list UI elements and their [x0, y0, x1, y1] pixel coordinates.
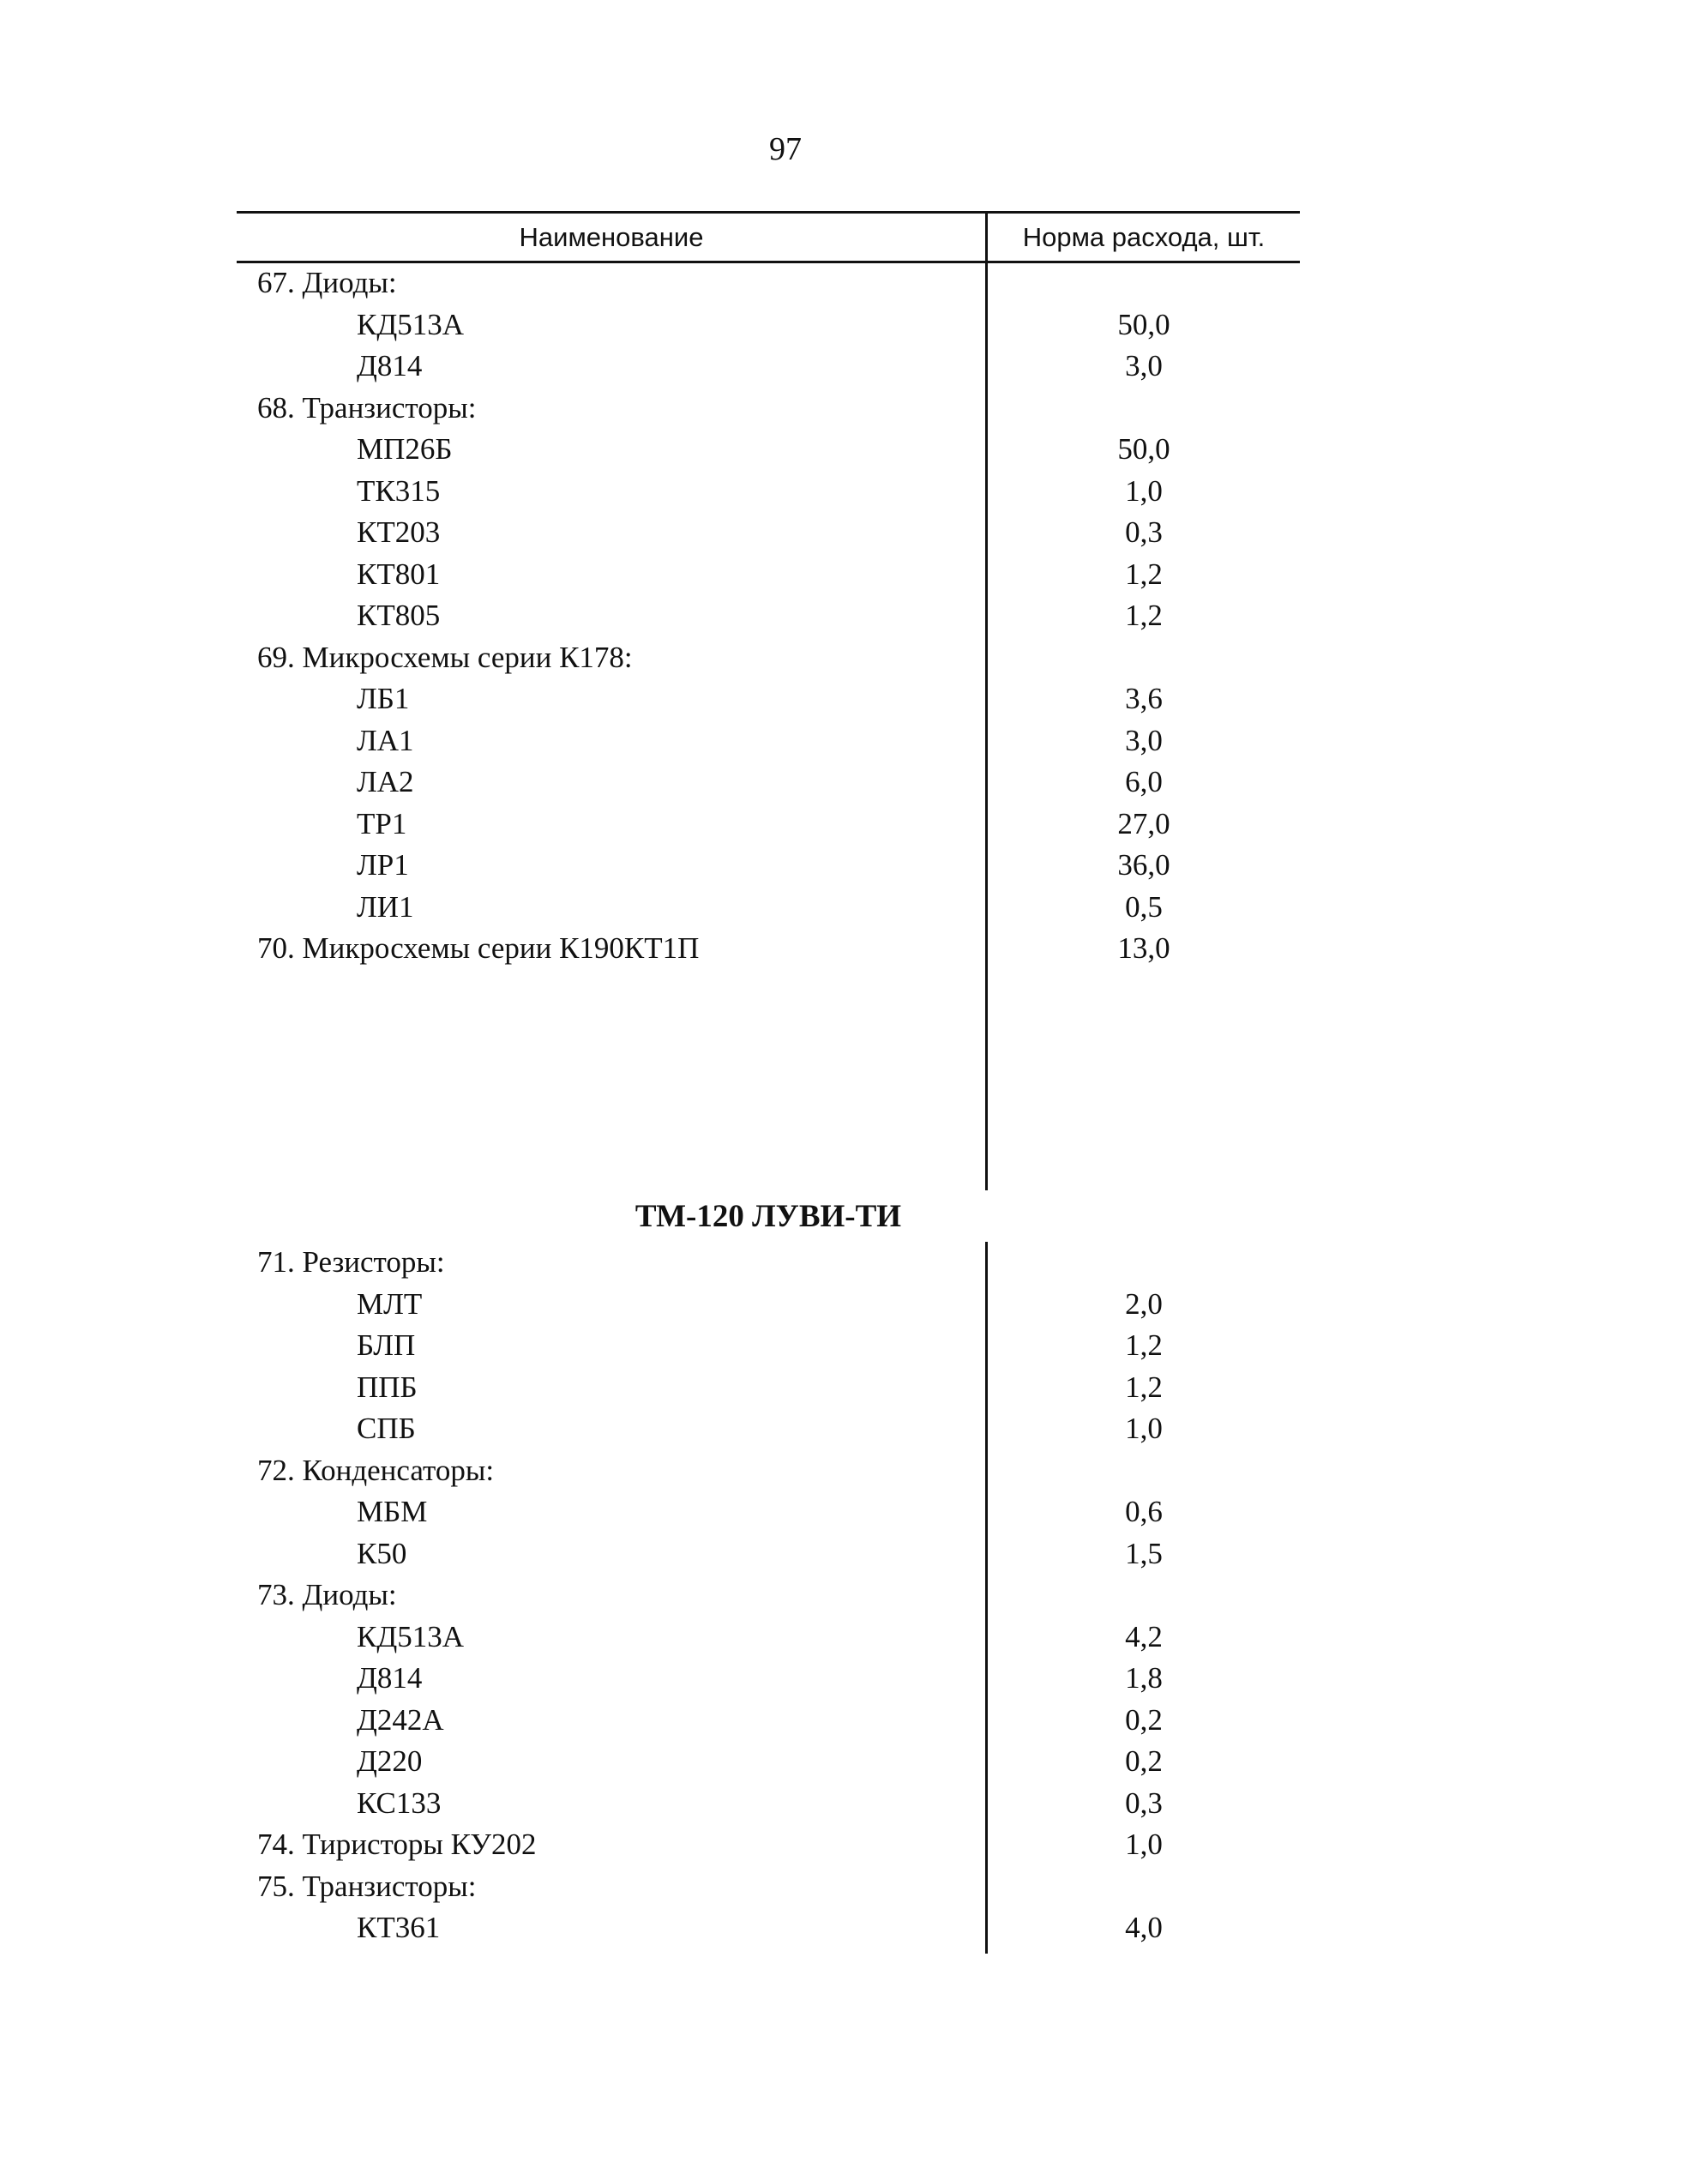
- norm-value: 0,3: [1125, 515, 1163, 549]
- table-row: [237, 1242, 1300, 1284]
- item-name: МБМ: [357, 1495, 428, 1528]
- norm-value: 13,0: [1117, 931, 1170, 965]
- norm-value: 3,0: [1125, 723, 1163, 757]
- table-row: [237, 262, 1300, 304]
- table-row: [237, 1533, 1300, 1575]
- norm-value: 1,2: [1125, 599, 1163, 632]
- item-name: ТК315: [357, 473, 441, 508]
- item-name: ЛР1: [357, 848, 409, 882]
- table-row: [237, 554, 1300, 596]
- norm-value: 1,2: [1125, 1370, 1163, 1404]
- norm-value: 0,5: [1125, 889, 1163, 924]
- item-name: ЛА1: [357, 723, 414, 757]
- table-row: [237, 471, 1300, 513]
- item-name: МЛТ: [357, 1286, 423, 1321]
- item-name: КС133: [357, 1786, 442, 1820]
- item-name: КД513А: [357, 307, 464, 341]
- table-row: [237, 1658, 1300, 1700]
- table-row: [237, 1783, 1300, 1825]
- table-row: [237, 595, 1300, 637]
- section-title: ТМ-120 ЛУВИ-ТИ: [634, 1199, 902, 1234]
- norm-value: 1,0: [1125, 1828, 1163, 1861]
- norm-value: 50,0: [1117, 307, 1170, 341]
- norm-value: 3,6: [1125, 682, 1163, 715]
- norm-value: 4,2: [1125, 1619, 1163, 1653]
- table-row: [237, 804, 1300, 846]
- table-row: [237, 1325, 1300, 1367]
- table-row: [237, 1824, 1300, 1866]
- table-row: [237, 1741, 1300, 1783]
- group-heading: 71. Резисторы:: [257, 1245, 445, 1279]
- table-row: [237, 762, 1300, 804]
- norm-value: 50,0: [1117, 432, 1170, 466]
- item-name: К50: [357, 1536, 407, 1570]
- page-number: 97: [769, 131, 802, 167]
- norm-value: 0,2: [1125, 1744, 1163, 1778]
- header-column-divider: [985, 211, 988, 261]
- norm-value: 1,0: [1125, 473, 1163, 508]
- norm-value: 1,0: [1125, 1412, 1163, 1445]
- norm-value: 0,2: [1125, 1702, 1163, 1737]
- item-name: Д814: [357, 349, 423, 382]
- table-header-row: [237, 214, 1300, 261]
- group-heading: 68. Транзисторы:: [257, 390, 477, 425]
- table-row: [237, 1907, 1300, 1949]
- norm-value: 1,8: [1125, 1661, 1163, 1695]
- table-row: [237, 637, 1300, 679]
- item-name: КТ361: [357, 1911, 441, 1944]
- table-row: [237, 1408, 1300, 1450]
- norm-value: 2,0: [1125, 1286, 1163, 1321]
- item-name: ТР1: [357, 806, 407, 840]
- item-name: ЛБ1: [357, 682, 410, 715]
- group-heading: 72. Конденсаторы:: [257, 1453, 495, 1487]
- table-rows-block1: [237, 262, 1300, 970]
- group-heading: 69. Микросхемы серии К178:: [257, 640, 633, 674]
- norm-value: 0,6: [1125, 1495, 1163, 1528]
- norm-value: 1,5: [1125, 1536, 1163, 1570]
- item-name: КТ801: [357, 557, 441, 591]
- item-name: КТ805: [357, 599, 441, 632]
- norm-value: 0,3: [1125, 1786, 1163, 1820]
- item-name: ЛА2: [357, 765, 414, 798]
- group-heading: 74. Тиристоры КУ202: [257, 1828, 537, 1861]
- norm-value: 4,0: [1125, 1911, 1163, 1944]
- group-heading: 73. Диоды:: [257, 1578, 397, 1611]
- item-name: КД513А: [357, 1619, 464, 1653]
- table-row: [237, 928, 1300, 970]
- table-row: [237, 1575, 1300, 1617]
- table-row: [237, 346, 1300, 388]
- table-row: [237, 1617, 1300, 1659]
- table-row: [237, 678, 1300, 720]
- table-row: [237, 1700, 1300, 1742]
- item-name: Д220: [357, 1744, 423, 1778]
- table-row: [237, 304, 1300, 346]
- norm-value: 3,0: [1125, 349, 1163, 382]
- item-name: БЛП: [357, 1328, 416, 1362]
- column-header-name: Наименование: [519, 222, 704, 252]
- table-row: [237, 429, 1300, 471]
- table-row: [237, 887, 1300, 929]
- item-name: ЛИ1: [357, 889, 414, 924]
- table-row: [237, 1284, 1300, 1326]
- table-row: [237, 1491, 1300, 1533]
- norm-value: 36,0: [1117, 848, 1170, 882]
- item-name: МП26Б: [357, 432, 453, 466]
- table-row: [237, 845, 1300, 887]
- norm-value: 27,0: [1117, 806, 1170, 840]
- group-heading: 70. Микросхемы серии К190КТ1П: [257, 931, 700, 965]
- norm-value: 6,0: [1125, 765, 1163, 798]
- table-row: [237, 512, 1300, 554]
- table-rows-block2: [237, 1242, 1300, 1949]
- item-name: ППБ: [357, 1370, 418, 1404]
- item-name: КТ203: [357, 515, 441, 549]
- item-name: Д814: [357, 1661, 423, 1695]
- table-row: [237, 720, 1300, 762]
- table-row: [237, 1367, 1300, 1409]
- group-heading: 75. Транзисторы:: [257, 1869, 477, 1903]
- item-name: СПБ: [357, 1412, 416, 1445]
- table-row: [237, 1450, 1300, 1492]
- table-row: [237, 1866, 1300, 1908]
- item-name: Д242А: [357, 1702, 444, 1737]
- norm-value: 1,2: [1125, 557, 1163, 591]
- norm-value: 1,2: [1125, 1328, 1163, 1362]
- group-heading: 67. Диоды:: [257, 266, 397, 299]
- table-row: [237, 388, 1300, 430]
- column-header-norm: Норма расхода, шт.: [1022, 222, 1266, 252]
